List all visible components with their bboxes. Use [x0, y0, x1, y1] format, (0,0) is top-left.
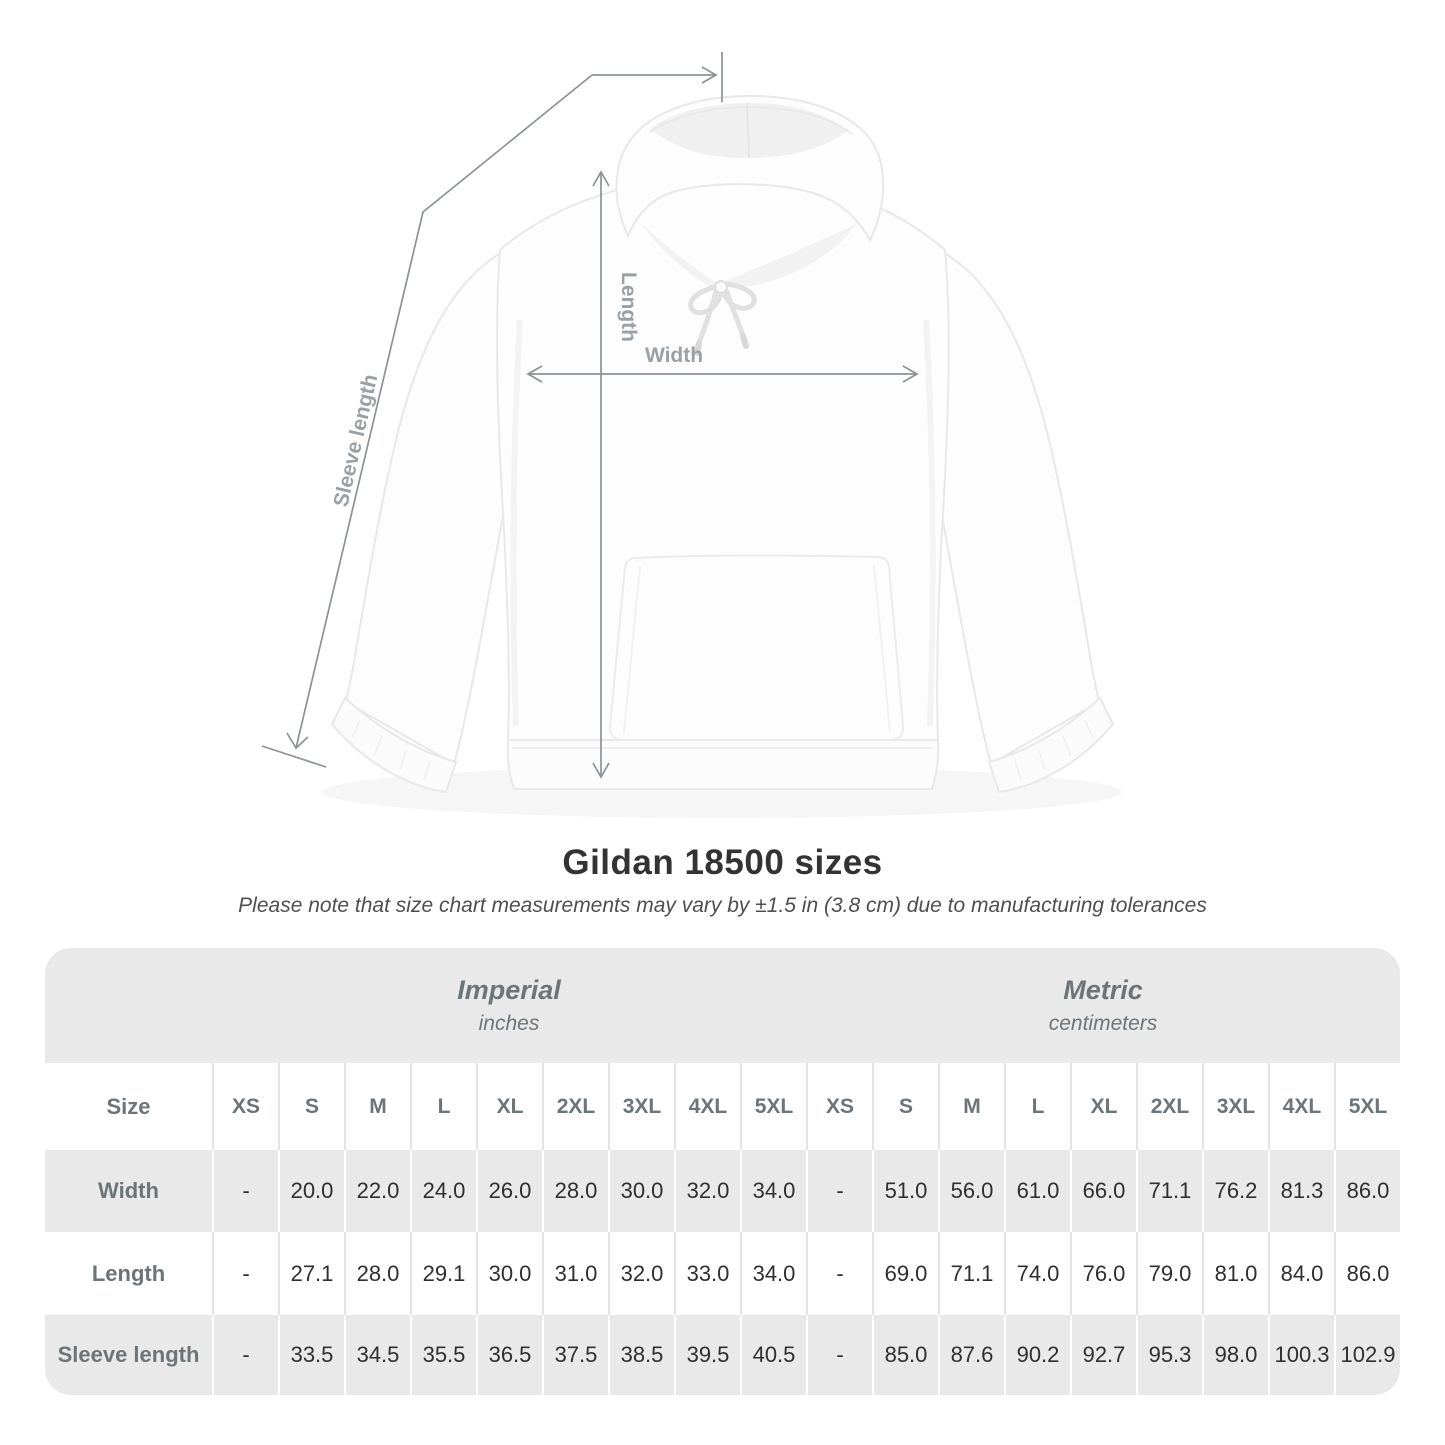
- value-cell: 29.1: [410, 1232, 476, 1315]
- value-cell: -: [212, 1150, 278, 1232]
- value-cell: -: [212, 1315, 278, 1395]
- size-col-imperial-s: S: [278, 1063, 344, 1150]
- size-col-metric-s: S: [872, 1063, 938, 1150]
- width-label: Width: [644, 344, 704, 367]
- row-label-width: Width: [98, 1178, 159, 1203]
- value-cell: 31.0: [542, 1232, 608, 1315]
- size-col-imperial-3xl: 3XL: [608, 1063, 674, 1150]
- value-cell: 33.0: [674, 1232, 740, 1315]
- value-cell: 81.0: [1202, 1232, 1268, 1315]
- table-row-length: [45, 1232, 1400, 1315]
- size-col-metric-xl: XL: [1070, 1063, 1136, 1150]
- value-cell: 35.5: [410, 1315, 476, 1395]
- table-row-width: [45, 1150, 1400, 1232]
- value-cell: 81.3: [1268, 1150, 1334, 1232]
- value-cell: 84.0: [1268, 1232, 1334, 1315]
- size-col-metric-m: M: [938, 1063, 1004, 1150]
- value-cell: -: [806, 1150, 872, 1232]
- value-cell: 28.0: [344, 1232, 410, 1315]
- value-cell: 30.0: [608, 1150, 674, 1232]
- size-col-metric-3xl: 3XL: [1202, 1063, 1268, 1150]
- value-cell: 76.2: [1202, 1150, 1268, 1232]
- size-header-cell: Size: [106, 1093, 151, 1119]
- value-cell: 22.0: [344, 1150, 410, 1232]
- table-row-sleeve-length: [45, 1315, 1400, 1395]
- value-cell: 27.1: [278, 1232, 344, 1315]
- value-cell: 71.1: [1136, 1150, 1202, 1232]
- value-cell: 92.7: [1070, 1315, 1136, 1395]
- value-cell: 33.5: [278, 1315, 344, 1395]
- value-cell: 34.0: [740, 1150, 806, 1232]
- value-cell: 98.0: [1202, 1315, 1268, 1395]
- size-col-imperial-m: M: [344, 1063, 410, 1150]
- value-cell: 32.0: [608, 1232, 674, 1315]
- value-cell: 24.0: [410, 1150, 476, 1232]
- size-col-metric-4xl: 4XL: [1268, 1063, 1334, 1150]
- metric-header: [806, 948, 1400, 1063]
- value-cell: -: [806, 1232, 872, 1315]
- value-cell: 56.0: [938, 1150, 1004, 1232]
- value-cell: 51.0: [872, 1150, 938, 1232]
- value-cell: 71.1: [938, 1232, 1004, 1315]
- value-cell: -: [806, 1315, 872, 1395]
- value-cell: 95.3: [1136, 1315, 1202, 1395]
- size-col-imperial-4xl: 4XL: [674, 1063, 740, 1150]
- value-cell: 20.0: [278, 1150, 344, 1232]
- row-label-sleeve-length: Sleeve length: [57, 1342, 200, 1367]
- size-col-imperial-xl: XL: [476, 1063, 542, 1150]
- value-cell: 85.0: [872, 1315, 938, 1395]
- imperial-unit: inches: [478, 1012, 540, 1035]
- page-title: Gildan 18500 sizes: [562, 843, 883, 882]
- value-cell: 39.5: [674, 1315, 740, 1395]
- value-cell: 40.5: [740, 1315, 806, 1395]
- value-cell: 28.0: [542, 1150, 608, 1232]
- imperial-title: Imperial: [457, 975, 561, 1005]
- unit-header-spacer: [45, 948, 212, 1063]
- length-label: Length: [617, 272, 640, 342]
- value-cell: -: [212, 1232, 278, 1315]
- value-cell: 69.0: [872, 1232, 938, 1315]
- sleeve-length-label: Sleeve length: [329, 372, 383, 510]
- value-cell: 34.5: [344, 1315, 410, 1395]
- kangaroo-pocket: [610, 556, 903, 740]
- value-cell: 61.0: [1004, 1150, 1070, 1232]
- size-col-metric-l: L: [1004, 1063, 1070, 1150]
- size-table: [45, 948, 1400, 1395]
- value-cell: 90.2: [1004, 1315, 1070, 1395]
- value-cell: 86.0: [1334, 1150, 1400, 1232]
- metric-unit: centimeters: [1048, 1012, 1158, 1035]
- value-cell: 100.3: [1268, 1315, 1334, 1395]
- value-cell: 74.0: [1004, 1232, 1070, 1315]
- size-col-imperial-2xl: 2XL: [542, 1063, 608, 1150]
- size-col-imperial-xs: XS: [212, 1063, 278, 1150]
- size-col-imperial-5xl: 5XL: [740, 1063, 806, 1150]
- value-cell: 102.9: [1334, 1315, 1400, 1395]
- value-cell: 34.0: [740, 1232, 806, 1315]
- value-cell: 37.5: [542, 1315, 608, 1395]
- value-cell: 87.6: [938, 1315, 1004, 1395]
- tolerance-note: Please note that size chart measurements may vary by ±1.5 in (3.8 cm) due to manufacturing tolerances: [238, 894, 1207, 917]
- metric-title: Metric: [1063, 975, 1143, 1005]
- value-cell: 36.5: [476, 1315, 542, 1395]
- size-col-imperial-l: L: [410, 1063, 476, 1150]
- value-cell: 66.0: [1070, 1150, 1136, 1232]
- imperial-header: [212, 948, 806, 1063]
- row-label-length: Length: [91, 1260, 166, 1286]
- size-col-metric-5xl: 5XL: [1334, 1063, 1400, 1150]
- value-cell: 76.0: [1070, 1232, 1136, 1315]
- size-col-metric-2xl: 2XL: [1136, 1063, 1202, 1150]
- value-cell: 30.0: [476, 1232, 542, 1315]
- value-cell: 86.0: [1334, 1232, 1400, 1315]
- size-header-row: [45, 1063, 1400, 1150]
- value-cell: 79.0: [1136, 1232, 1202, 1315]
- size-col-metric-xs: XS: [806, 1063, 872, 1150]
- value-cell: 32.0: [674, 1150, 740, 1232]
- value-cell: 26.0: [476, 1150, 542, 1232]
- value-cell: 38.5: [608, 1315, 674, 1395]
- unit-header-row: [45, 948, 1400, 1063]
